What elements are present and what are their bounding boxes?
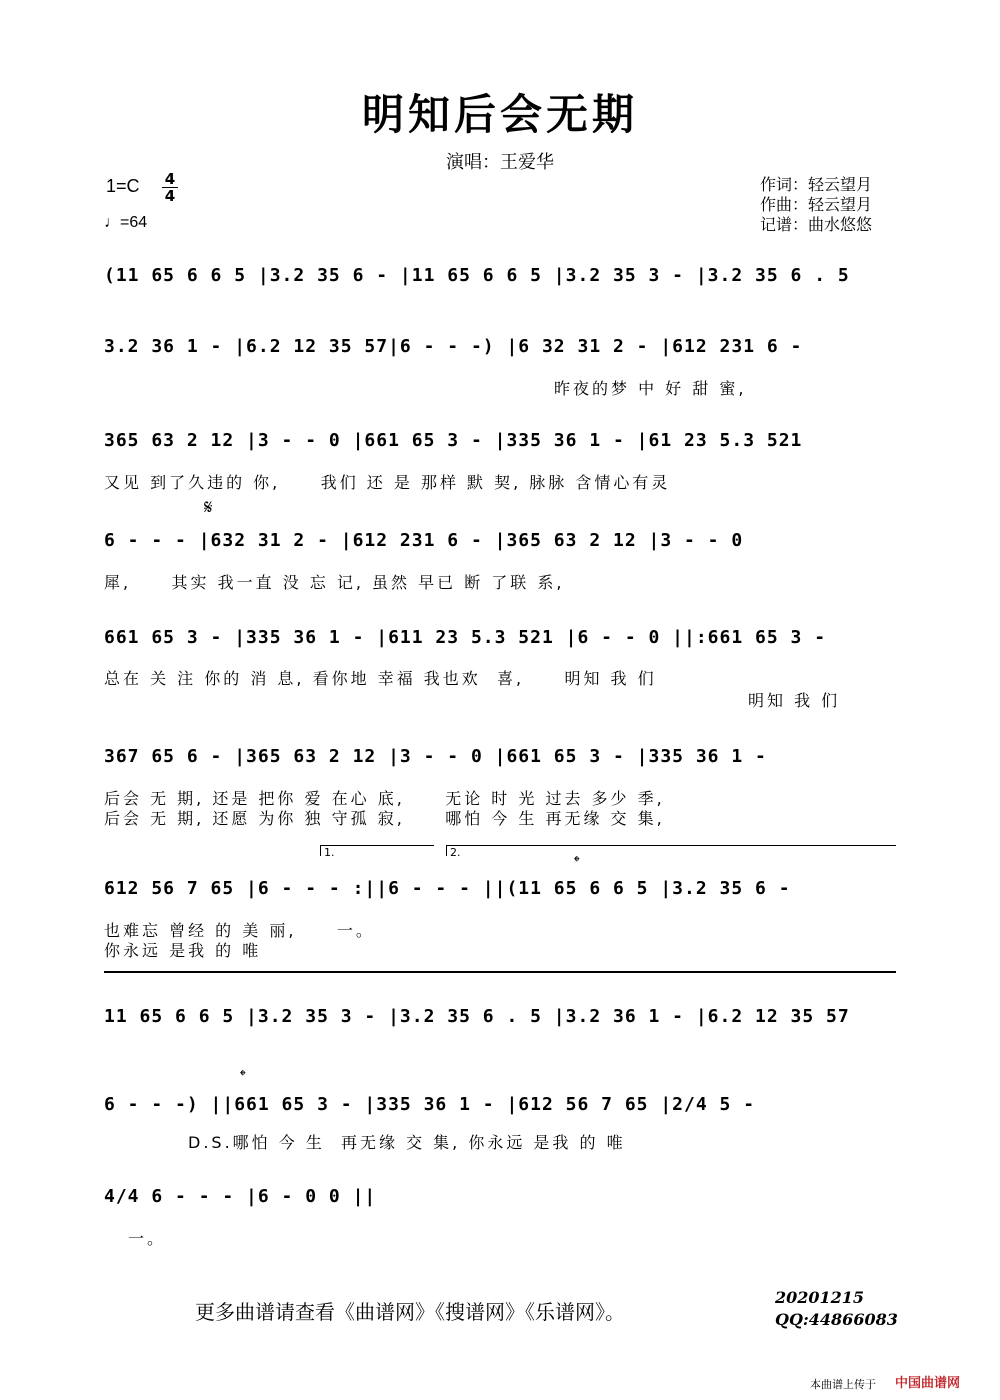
score-row-1: (11 65 6 6 5 |3.2 35 6 - |11 65 6 6 5 |3.2 35 3 - |3.2 35 6 . 5	[104, 265, 850, 286]
lyricist-credit: 作词：轻云望月	[760, 175, 873, 194]
score-row-6: 367 65 6 - |365 63 2 12 |3 - - 0 |661 65 3 - |335 36 1 -	[104, 746, 767, 767]
score-row-9: 6 - - -) ||661 65 3 - |335 36 1 - |612 56 7 65 |2/4 5 -	[104, 1094, 756, 1115]
volta-2: 2.	[446, 845, 896, 856]
section-divider	[104, 971, 896, 973]
score-row-10: 4/4 6 - - - |6 - 0 0 ||	[104, 1186, 377, 1207]
time-signature-top: 4	[164, 170, 176, 188]
lyric-row-7a: 也难忘 曾经 的 美 丽, 一。	[104, 921, 375, 940]
lyric-row-6a: 后会 无 期, 还是 把你 爱 在心 底, 无论 时 光 过去 多少 季,	[104, 789, 665, 808]
transcriber-credit: 记谱：曲水悠悠	[760, 215, 873, 234]
volta-1: 1.	[320, 845, 434, 856]
score-row-5: 661 65 3 - |335 36 1 - |611 23 5.3 521 |6 - - 0 ||:661 65 3 -	[104, 627, 827, 648]
lyric-row-3: 又见 到了久违的 你, 我们 还 是 那样 默 契, 脉脉 含情心有灵	[104, 473, 671, 492]
song-title: 明知后会无期	[361, 90, 638, 139]
lyric-row-7b: 你永远 是我 的 唯	[104, 941, 262, 960]
coda-sign-2: 𝄌	[240, 1066, 246, 1085]
time-signature-bottom: 4	[164, 187, 176, 205]
score-row-4: 6 - - - |632 31 2 - |612 231 6 - |365 63 2 12 |3 - - 0	[104, 530, 744, 551]
lyric-row-5a: 总在 关 注 你的 消 息, 看你地 幸福 我也欢 喜, 明知 我 们	[104, 669, 657, 688]
date-qq-block	[775, 1287, 898, 1331]
time-signature	[162, 172, 178, 203]
date-stamp: 20201215	[775, 1288, 865, 1307]
composer-credit: 作曲：轻云望月	[760, 195, 873, 214]
singer-credit: 演唱：王爱华	[446, 152, 554, 173]
lyric-row-5b: 明知 我 们	[748, 691, 841, 710]
upload-note: 本曲谱上传于	[810, 1378, 876, 1391]
segno-sign: 𝄋	[204, 495, 213, 519]
score-row-8: 11 65 6 6 5 |3.2 35 3 - |3.2 35 6 . 5 |3.2 36 1 - |6.2 12 35 57	[104, 1006, 850, 1027]
more-scores-note: 更多曲谱请查看《曲谱网》《搜谱网》《乐谱网》。	[195, 1300, 625, 1324]
lyric-row-9: D.S.哪怕 今 生 再无缘 交 集, 你永远 是我 的 唯	[188, 1133, 626, 1152]
qq-number: QQ:44866083	[775, 1310, 898, 1329]
credits-block	[760, 175, 872, 235]
score-row-7: 612 56 7 65 |6 - - - :||6 - - - ||(11 65 6 6 5 |3.2 35 6 -	[104, 878, 791, 899]
score-row-3: 365 63 2 12 |3 - - 0 |661 65 3 - |335 36 1 - |61 23 5.3 521	[104, 430, 803, 451]
tempo-marking: ♩=64	[104, 214, 148, 231]
lyric-row-2: 昨夜的梦 中 好 甜 蜜,	[554, 379, 747, 398]
site-logo[interactable]: 中国曲谱网	[895, 1376, 961, 1391]
lyric-row-4: 犀, 其实 我一直 没 忘 记, 虽然 早已 断 了联 系,	[104, 573, 565, 592]
lyric-row-6b: 后会 无 期, 还愿 为你 独 守孤 寂, 哪怕 今 生 再无缘 交 集,	[104, 809, 665, 828]
score-row-2: 3.2 36 1 - |6.2 12 35 57|6 - - -) |6 32 31 2 - |612 231 6 -	[104, 336, 803, 357]
key-signature: 1=C	[106, 176, 140, 196]
coda-sign: 𝄌	[574, 852, 580, 871]
lyric-row-10: 一。	[128, 1229, 167, 1248]
